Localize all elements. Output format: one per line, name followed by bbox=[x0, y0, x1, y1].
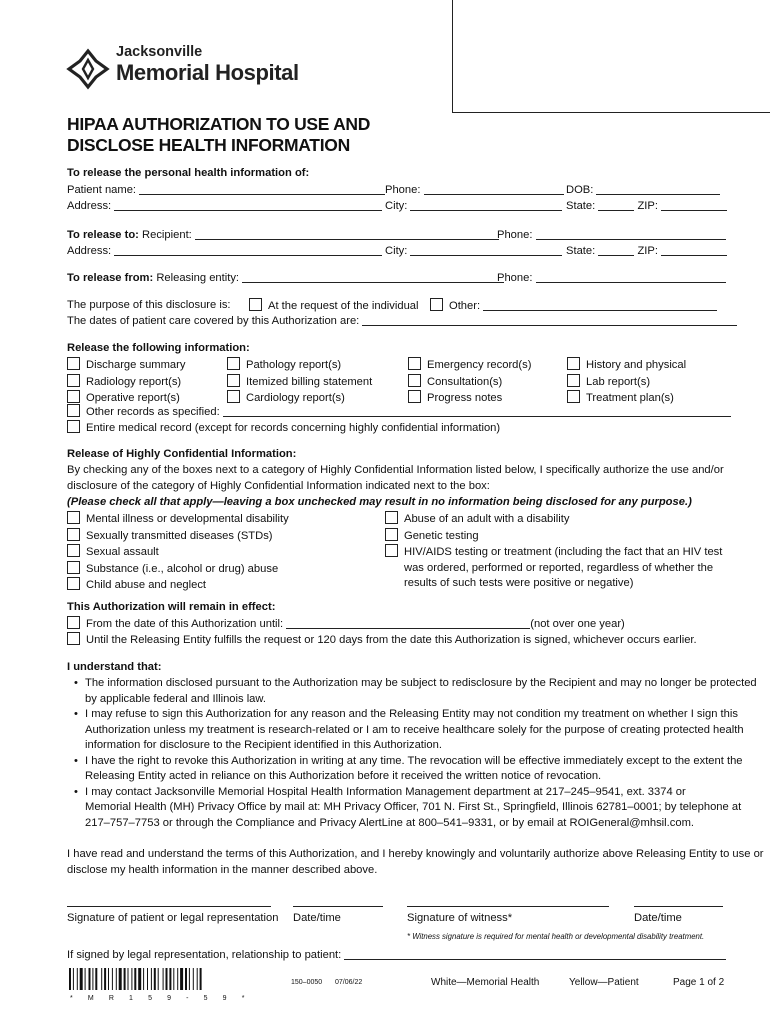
barcode-bar bbox=[138, 968, 141, 990]
info-option[interactable]: Operative report(s) bbox=[67, 390, 185, 407]
legal-rep-field[interactable] bbox=[344, 948, 726, 960]
hci-option[interactable]: Mental illness or developmental disability bbox=[67, 511, 289, 528]
recipient-state-field[interactable] bbox=[598, 244, 634, 256]
hospital-logo bbox=[66, 44, 326, 92]
barcode-bar bbox=[112, 968, 113, 990]
releasing-phone-field[interactable] bbox=[536, 271, 726, 283]
star-logo-icon bbox=[66, 48, 110, 90]
info-option[interactable]: Consultation(s) bbox=[408, 374, 531, 391]
barcode-bar bbox=[177, 968, 178, 990]
recipient-zip-field[interactable] bbox=[661, 244, 727, 256]
barcode-bar bbox=[119, 968, 122, 990]
hci-option[interactable]: Child abuse and neglect bbox=[67, 577, 289, 594]
barcode-bar bbox=[131, 968, 132, 990]
date1-label: Date/time bbox=[293, 912, 341, 924]
barcode-bar bbox=[128, 968, 129, 990]
recipient-city: City: bbox=[385, 244, 562, 260]
recipient-phone: Phone: bbox=[497, 228, 726, 244]
patient-city: City: bbox=[385, 199, 562, 215]
barcode-bar bbox=[185, 968, 187, 990]
patient-name-field[interactable] bbox=[139, 183, 385, 195]
info-col2 bbox=[227, 357, 372, 407]
hci-option[interactable]: Substance (i.e., alcohol or drug) abuse bbox=[67, 561, 289, 578]
info-option[interactable]: History and physical bbox=[567, 357, 686, 374]
hci-p1: By checking any of the boxes next to a category of Highly Confidential Information listed below, I specifically authorize the use and/or bbox=[67, 464, 724, 476]
barcode-bar bbox=[85, 968, 86, 990]
patient-address-field[interactable] bbox=[114, 199, 382, 211]
sig-witness-label: Signature of witness* bbox=[407, 912, 513, 924]
barcode-bar bbox=[173, 968, 174, 990]
understand-item: • I may refuse to sign this Authorization for any reason and the Releasing Entity may not condition my treatment on whether I sign this Authorization unless my treatment is research-related or I am to receive healthcare solely for the purpose of creating protected health information for disclosure to the Recipient identified in this Authorization. bbox=[67, 707, 747, 754]
patient-dob: DOB: bbox=[566, 183, 720, 199]
understand-list bbox=[67, 676, 757, 831]
barcode-bar bbox=[180, 968, 183, 990]
barcode-bar bbox=[143, 968, 144, 990]
releasing-phone: Phone: bbox=[497, 271, 726, 287]
recipient-phone-field[interactable] bbox=[536, 228, 726, 240]
info-option[interactable]: Lab report(s) bbox=[567, 374, 686, 391]
consent-text: I have read and understand the terms of this Authorization, and I hereby knowingly and voluntarily authorize above Releasing Entity to use or disclose my health information in the manner described above. bbox=[67, 848, 764, 876]
barcode-bar bbox=[73, 968, 74, 990]
info-option[interactable]: Treatment plan(s) bbox=[567, 390, 686, 407]
form-number: 150–0050 bbox=[291, 979, 323, 986]
effect-heading: This Authorization will remain in effect: bbox=[67, 601, 276, 613]
effect-until-field[interactable] bbox=[286, 617, 530, 629]
sig-patient-label: Signature of patient or legal representation bbox=[67, 912, 279, 924]
hci-left-col bbox=[67, 511, 289, 594]
barcode-bar bbox=[197, 968, 198, 990]
barcode-bar bbox=[154, 968, 156, 990]
understand-heading: I understand that: bbox=[67, 661, 162, 673]
care-dates-field[interactable] bbox=[362, 314, 737, 326]
barcode-bar bbox=[104, 968, 106, 990]
barcode-bar bbox=[169, 968, 171, 990]
date2-label: Date/time bbox=[634, 912, 682, 924]
patient-address: Address: bbox=[67, 199, 382, 215]
sig-date1-line[interactable] bbox=[293, 906, 383, 907]
info-option[interactable]: Itemized billing statement bbox=[227, 374, 372, 391]
patient-state-field[interactable] bbox=[598, 199, 634, 211]
effect-option-fulfill[interactable]: Until the Releasing Entity fulfills the request or 120 days from the date this Authorization is signed, whichever occurs earlier. bbox=[67, 632, 697, 649]
barcode-bar bbox=[200, 968, 202, 990]
barcode-bar bbox=[108, 968, 109, 990]
release-from-row: To release from: Releasing entity: bbox=[67, 271, 504, 287]
release-to-row: To release to: Recipient: bbox=[67, 228, 499, 244]
barcode-bar bbox=[124, 968, 126, 990]
recipient-state: State: ZIP: bbox=[566, 244, 727, 260]
title-line2: DISCLOSE HEALTH INFORMATION bbox=[67, 135, 350, 155]
barcode-bar bbox=[101, 968, 102, 990]
purpose-other-field[interactable] bbox=[483, 299, 717, 311]
form-date: 07/06/22 bbox=[335, 979, 363, 986]
page-title bbox=[67, 114, 370, 156]
patient-phone: Phone: bbox=[385, 183, 564, 199]
recipient-address-field[interactable] bbox=[114, 244, 382, 256]
page-number: Page 1 of 2 bbox=[673, 977, 725, 988]
hci-option-cont: was ordered, performed or reported, regardless of whether the bbox=[404, 561, 714, 574]
barcode-bar bbox=[193, 968, 194, 990]
logo-line2: Memorial Hospital bbox=[116, 60, 299, 85]
info-option[interactable]: Pathology report(s) bbox=[227, 357, 372, 374]
barcode-bar bbox=[89, 968, 91, 990]
sig-patient-line[interactable] bbox=[67, 906, 271, 907]
barcode-bar bbox=[189, 968, 190, 990]
sig-date2-line[interactable] bbox=[634, 906, 723, 907]
barcode-bar bbox=[166, 968, 168, 990]
patient-phone-field[interactable] bbox=[424, 183, 564, 195]
releasing-entity-field[interactable] bbox=[242, 271, 504, 283]
barcode-bar bbox=[80, 968, 83, 990]
info-other-field[interactable] bbox=[223, 405, 731, 417]
sig-witness-line[interactable] bbox=[407, 906, 609, 907]
understand-item: • I may contact Jacksonville Memorial Hospital Health Information Management department at 217–245–9541, ext. 3374 or Memorial Health (MH) Privacy Office by mail at: MH Privacy Officer, 701 N. First St., Springfield, Illinois 62781–0001; by telephone at 217–757–7753 or through the Compliance and Privacy AlertLine at 800–541–9331, or by email at ROIGeneral@mhsil.com. bbox=[67, 785, 747, 832]
barcode-bar bbox=[147, 968, 148, 990]
info-col3 bbox=[408, 357, 531, 407]
info-option[interactable]: Radiology report(s) bbox=[67, 374, 185, 391]
patient-zip-field[interactable] bbox=[661, 199, 727, 211]
info-heading: Release the following information: bbox=[67, 342, 250, 354]
info-col4 bbox=[567, 357, 686, 407]
patient-state: State: ZIP: bbox=[566, 199, 727, 215]
info-col1 bbox=[67, 357, 185, 407]
patient-city-field[interactable] bbox=[410, 199, 562, 211]
hci-note: (Please check all that apply—leaving a box unchecked may result in no information being disclosed for any purpose.) bbox=[67, 496, 692, 508]
recipient-field[interactable] bbox=[195, 228, 499, 240]
hci-option[interactable]: Sexual assault bbox=[67, 544, 289, 561]
barcode-image bbox=[69, 968, 241, 990]
release-of-heading: To release the personal health information of: bbox=[67, 167, 310, 179]
barcode-bar bbox=[158, 968, 159, 990]
info-option[interactable]: Cardiology report(s) bbox=[227, 390, 372, 407]
hci-option[interactable]: Genetic testing bbox=[385, 528, 722, 545]
copy-white: White—Memorial Health bbox=[431, 977, 540, 988]
info-option[interactable]: Progress notes bbox=[408, 390, 531, 407]
barcode-bar bbox=[77, 968, 78, 990]
hci-option[interactable]: HIV/AIDS testing or treatment (including the fact that an HIV test bbox=[385, 544, 722, 561]
barcode-bar bbox=[163, 968, 164, 990]
purpose-option-other[interactable]: Other: bbox=[430, 298, 717, 315]
patient-row: Patient name: bbox=[67, 183, 385, 199]
effect-option-until[interactable]: From the date of this Authorization until: (not over one year) bbox=[67, 616, 625, 633]
hci-option[interactable]: Abuse of an adult with a disability bbox=[385, 511, 722, 528]
purpose-label: The purpose of this disclosure is: bbox=[67, 299, 231, 311]
logo-line1: Jacksonville bbox=[116, 44, 203, 60]
barcode-bar bbox=[151, 968, 152, 990]
barcode bbox=[69, 968, 241, 990]
info-entire[interactable]: Entire medical record (except for records concerning highly confidential information) bbox=[67, 420, 500, 437]
recipient-address: Address: bbox=[67, 244, 382, 260]
barcode-text: * M R 1 5 9 - 5 9 * bbox=[70, 995, 252, 1002]
hci-p2: disclosure of the category of Highly Confidential Information indicated next to the box: bbox=[67, 480, 490, 492]
barcode-bar bbox=[134, 968, 136, 990]
barcode-bar bbox=[69, 968, 71, 990]
hci-heading: Release of Highly Confidential Information: bbox=[67, 448, 297, 460]
hci-option[interactable]: Sexually transmitted diseases (STDs) bbox=[67, 528, 289, 545]
barcode-bar bbox=[92, 968, 93, 990]
purpose-option-request[interactable]: At the request of the individual bbox=[249, 298, 419, 315]
label-box bbox=[452, 0, 770, 113]
info-option[interactable]: Discharge summary bbox=[67, 357, 185, 374]
barcode-bar bbox=[95, 968, 97, 990]
info-option[interactable]: Emergency record(s) bbox=[408, 357, 531, 374]
hci-option-cont: results of such tests were positive or negative) bbox=[404, 577, 634, 589]
barcode-bar bbox=[116, 968, 117, 990]
understand-item: • The information disclosed pursuant to the Authorization may be subject to redisclosure by the Recipient and may no longer be protected by applicable federal and Illinois law. bbox=[67, 676, 747, 707]
copy-yellow: Yellow—Patient bbox=[569, 977, 639, 988]
hci-right-col bbox=[385, 511, 722, 592]
checkbox[interactable] bbox=[249, 298, 262, 311]
recipient-city-field[interactable] bbox=[410, 244, 562, 256]
understand-item: • I have the right to revoke this Authorization in writing at any time. The revocation will be effective immediately except to the extent the Releasing Entity acted in reliance on this Authorization before it received the written notice of revocation. bbox=[67, 754, 747, 785]
legal-rep-row: If signed by legal representation, relationship to patient: bbox=[67, 948, 726, 964]
care-dates-row: The dates of patient care covered by this Authorization are: bbox=[67, 314, 737, 330]
patient-dob-field[interactable] bbox=[596, 183, 720, 195]
info-other[interactable]: Other records as specified: bbox=[67, 404, 731, 421]
title-line1: HIPAA AUTHORIZATION TO USE AND bbox=[67, 114, 371, 134]
checkbox[interactable] bbox=[430, 298, 443, 311]
witness-note: * Witness signature is required for mental health or developmental disability treatment. bbox=[407, 932, 705, 941]
